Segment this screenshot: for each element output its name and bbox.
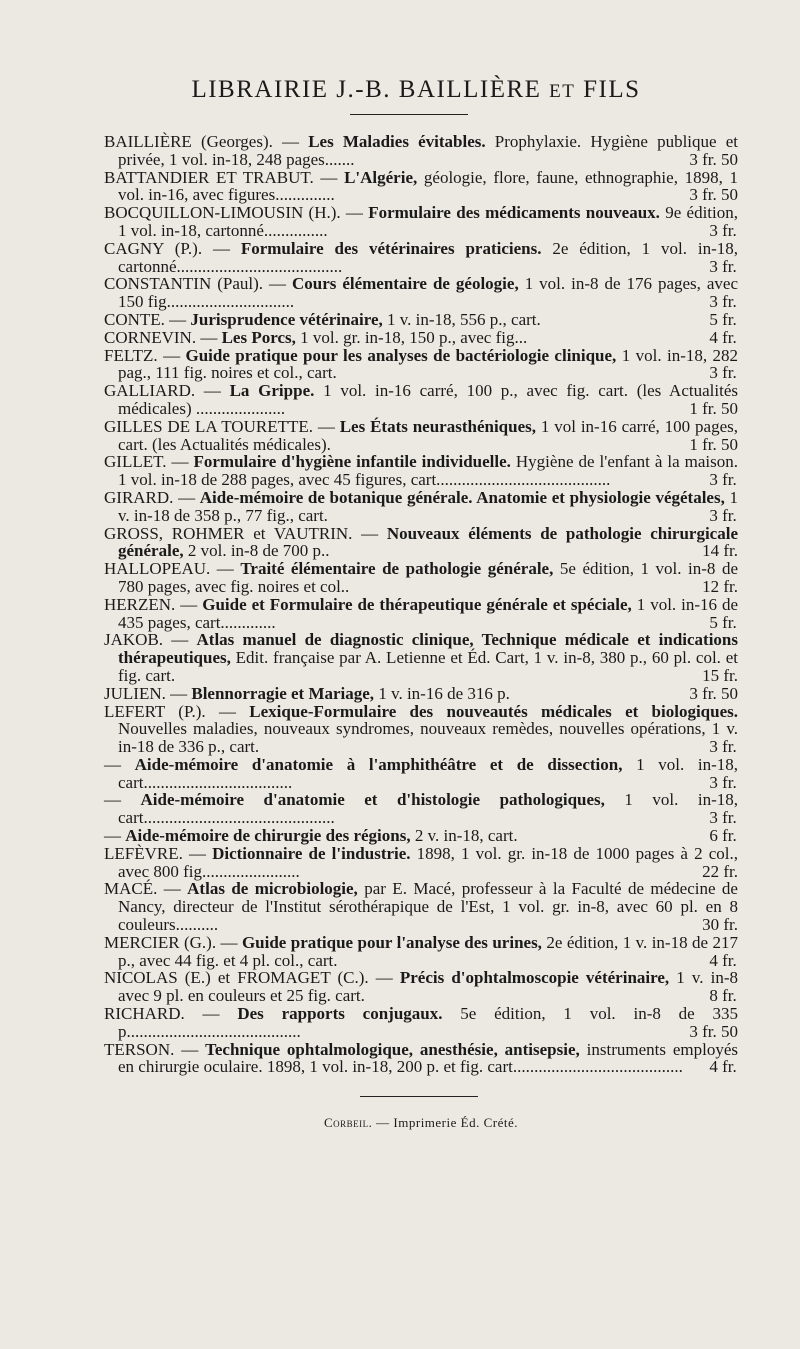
entry-price: 3 fr. xyxy=(709,363,737,383)
entry-title: Des rapports conjugaux. xyxy=(237,1004,443,1024)
catalog-entry xyxy=(104,791,738,827)
entry-author: — xyxy=(104,826,126,846)
entry-details: 9e édition, 1 vol. in-18, cartonné............... xyxy=(118,203,738,240)
imprint-text: — Imprimerie Éd. Crété. xyxy=(372,1115,518,1131)
entry-details: 1 vol. in-18, cart................................... xyxy=(118,754,739,792)
entry-title: Formulaire d'hygiène infantile individuelle. xyxy=(193,452,511,472)
header-publisher: LIBRAIRIE J.-B. BAILLIÈRE xyxy=(191,76,542,103)
entry-title: Blennorragie et Mariage, xyxy=(191,683,375,703)
entry-details: 1 v. in-8 avec 9 pl. en couleurs et 25 fig. cart. xyxy=(118,968,739,1006)
entry-author: JULIEN. — xyxy=(104,683,192,703)
catalog-entry xyxy=(104,347,738,383)
entry-title: Les États neurasthéniques, xyxy=(339,416,537,436)
entry-details: 2e édition, 1 v. in-18 de 217 p., avec 44 fig. et 4 pl. col., cart. xyxy=(118,932,738,970)
entry-price: 4 fr. xyxy=(709,1057,737,1077)
entry-details: 1 vol. in-8 de 176 pages, avec 150 fig.............................. xyxy=(118,274,739,312)
entry-author: FELTZ. — xyxy=(104,345,186,365)
entry-author: NICOLAS (E.) et FROMAGET (C.). — xyxy=(104,968,400,988)
catalog-entry xyxy=(104,453,738,489)
entry-price: 3 fr. 50 xyxy=(689,185,738,205)
entry-details: Edit. française par A. Letienne et Éd. Cart, 1 v. in-8, 380 p., 60 pl. col. et fig. cart. xyxy=(118,648,738,685)
entry-author: HERZEN. — xyxy=(104,594,203,614)
entry-details: instruments employés en chirurgie oculaire. 1898, 1 vol. in-18, 200 p. et fig. cart........................................ xyxy=(118,1039,739,1077)
entry-title: Traité élémentaire de pathologie générale, xyxy=(240,559,554,579)
entry-author: TERSON. — xyxy=(104,1039,206,1059)
catalog-entry xyxy=(104,934,738,970)
entry-price: 6 fr. xyxy=(709,826,737,846)
entry-title: Lexique-Formulaire des nouveautés médicales et biologiques. xyxy=(249,701,739,721)
catalog-entry xyxy=(104,969,738,1005)
catalog-entry xyxy=(104,845,738,881)
catalog-entry xyxy=(104,560,738,596)
imprint-place: Corbeil. xyxy=(324,1115,373,1131)
catalog-list xyxy=(104,133,738,1076)
entry-price: 3 fr. xyxy=(709,292,737,312)
entry-price: 4 fr. xyxy=(709,950,737,970)
entry-title: Formulaire des vétérinaires praticiens. xyxy=(240,238,542,258)
entry-price: 4 fr. xyxy=(709,327,737,347)
catalog-entry xyxy=(104,169,738,205)
entry-details: 1898, 1 vol. gr. in-18 de 1000 pages à 2 col., avec 800 fig....................... xyxy=(118,843,738,881)
catalog-entry xyxy=(104,631,738,684)
entry-price: 5 fr. xyxy=(709,612,737,632)
catalog-entry xyxy=(104,275,738,311)
catalog-entry xyxy=(104,240,738,276)
entry-title: Formulaire des médicaments nouveaux. xyxy=(368,203,660,223)
entry-details: Nouvelles maladies, nouveaux syndromes, nouveaux remèdes, nouvelles opérations, 1 v. in-18 de 336 p., cart. xyxy=(118,719,738,757)
entry-author: — xyxy=(104,754,135,774)
entry-author: CAGNY (P.). — xyxy=(104,238,241,258)
entry-price: 3 fr. xyxy=(709,220,737,240)
entry-title: Atlas manuel de diagnostic clinique, Technique médicale et indications thérapeutiques, xyxy=(118,630,738,668)
entry-details: Hygiène de l'enfant à la maison. 1 vol. in-18 de 288 pages, avec 45 figures, cart......................................... xyxy=(118,452,739,490)
entry-author: GROSS, ROHMER et VAUTRIN. — xyxy=(104,523,387,543)
entry-author: MACÉ. — xyxy=(104,879,188,899)
entry-price: 3 fr. xyxy=(709,256,737,276)
entry-details: Prophylaxie. Hygiène publique et privée, 1 vol. in-18, 248 pages....... xyxy=(118,132,738,169)
header-suffix: FILS xyxy=(583,76,641,103)
entry-title: Technique ophtalmologique, anesthésie, antisepsie, xyxy=(205,1039,580,1059)
catalog-entry xyxy=(104,382,738,418)
catalog-entry xyxy=(104,1005,738,1041)
entry-price: 8 fr. xyxy=(709,986,737,1006)
entry-price: 3 fr. xyxy=(709,737,737,757)
entry-title: Guide pratique pour les analyses de bactériologie clinique, xyxy=(185,345,617,365)
catalog-entry xyxy=(104,1041,738,1077)
catalog-entry xyxy=(104,204,738,240)
entry-author: CONTE. — xyxy=(104,309,191,329)
entry-title: Aide-mémoire d'anatomie à l'amphithéâtre et de dissection, xyxy=(134,754,623,774)
entry-price: 3 fr. 50 xyxy=(689,683,738,703)
entry-author: LEFÈVRE. — xyxy=(104,843,213,863)
entry-title: Nouveaux éléments de pathologie chirurgicale générale, xyxy=(118,523,738,561)
entry-author: BAILLIÈRE (Georges). — xyxy=(104,132,309,151)
entry-author: GALLIARD. — xyxy=(104,381,230,401)
entry-price: 3 fr. xyxy=(709,808,737,828)
entry-title: Cours élémentaire de géologie, xyxy=(291,274,519,294)
entry-price: 3 fr. 50 xyxy=(689,149,738,169)
entry-details: géologie, flore, faune, ethnographie, 1898, 1 vol. in-16, avec figures.............. xyxy=(118,167,738,205)
entry-title: Atlas de microbiologie, xyxy=(187,879,358,899)
entry-author: JAKOB. — xyxy=(104,630,197,650)
header-conjunction: ET xyxy=(549,81,576,102)
entry-details: 1 vol. in-16 de 435 pages, cart............. xyxy=(118,594,739,632)
entry-title: La Grippe. xyxy=(229,381,315,401)
catalog-entry xyxy=(104,525,738,561)
entry-price: 3 fr. xyxy=(709,470,737,490)
printer-imprint xyxy=(104,1115,738,1131)
entry-price: 3 fr. xyxy=(709,772,737,792)
entry-price: 15 fr. xyxy=(702,665,738,685)
entry-details: 5e édition, 1 vol. in-8 de 335 p......................................... xyxy=(118,1004,738,1041)
entry-details: par E. Macé, professeur à la Faculté de médecine de Nancy, directeur de l'Institut sérothérapique de l'Est, 1 vol. gr. in-8, avec 60 pl. en 8 couleurs.......... xyxy=(118,879,738,935)
entry-author: HALLOPEAU. — xyxy=(104,559,241,579)
catalog-entry xyxy=(104,596,738,632)
entry-price: 3 fr. 50 xyxy=(689,1021,738,1041)
catalog-entry xyxy=(104,418,738,454)
entry-details: 1 v. in-18, 556 p., cart. xyxy=(382,309,541,329)
entry-price: 22 fr. xyxy=(702,861,738,881)
entry-details: 5e édition, 1 vol. in-8 de 780 pages, avec fig. noires et col.. xyxy=(118,559,738,596)
entry-price: 1 fr. 50 xyxy=(689,398,738,418)
entry-price: 14 fr. xyxy=(702,541,738,561)
entry-details: 1 vol. in-18, cart............................................. xyxy=(118,790,738,828)
entry-details: 1 vol in-16 carré, 100 pages, cart. (les Actualités médicales). xyxy=(118,416,738,454)
entry-author: GILLET. — xyxy=(104,452,194,472)
entry-author: — xyxy=(104,790,141,810)
catalog-entry xyxy=(104,311,738,329)
entry-title: L'Algérie, xyxy=(344,167,418,187)
entry-author: BATTANDIER ET TRABUT. — xyxy=(104,167,345,187)
entry-author: RICHARD. — xyxy=(104,1004,238,1024)
entry-title: Guide pratique pour l'analyse des urines, xyxy=(241,932,542,952)
entry-title: Précis d'ophtalmoscopie vétérinaire, xyxy=(399,968,670,988)
entry-author: MERCIER (G.). — xyxy=(104,932,242,952)
entry-title: Aide-mémoire de botanique générale. Anatomie et physiologie végétales, xyxy=(199,487,725,507)
entry-details: 1 v. in-16 de 316 p. xyxy=(374,683,510,703)
entry-details: 2e édition, 1 vol. in-18, cartonné....................................... xyxy=(118,238,738,276)
entry-author: BOCQUILLON-LIMOUSIN (H.). — xyxy=(104,203,369,223)
catalog-entry xyxy=(104,756,738,792)
entry-title: Aide-mémoire de chirurgie des régions, xyxy=(125,826,411,846)
entry-price: 30 fr. xyxy=(702,915,738,935)
catalog-entry xyxy=(104,329,738,347)
entry-author: CORNEVIN. — xyxy=(104,327,222,347)
entry-author: GILLES DE LA TOURETTE. — xyxy=(104,416,340,436)
entry-title: Les Maladies évitables. xyxy=(308,132,486,151)
catalog-entry xyxy=(104,685,738,703)
entry-title: Guide et Formulaire de thérapeutique générale et spéciale, xyxy=(202,594,632,614)
entry-author: CONSTANTIN (Paul). — xyxy=(104,274,292,294)
entry-details: 1 vol. gr. in-18, 150 p., avec fig... xyxy=(295,327,528,347)
entry-details: 2 vol. in-8 de 700 p.. xyxy=(183,541,330,561)
entry-price: 1 fr. 50 xyxy=(689,434,738,454)
catalog-entry xyxy=(104,827,738,845)
entry-details: 1 v. in-18 de 358 p., 77 fig., cart. xyxy=(118,487,739,525)
entry-author: LEFERT (P.). — xyxy=(104,701,250,721)
entry-title: Aide-mémoire d'anatomie et d'histologie pathologiques, xyxy=(140,790,605,810)
entry-price: 3 fr. xyxy=(709,505,737,525)
header-rule xyxy=(350,114,468,115)
entry-details: 1 vol. in-16 carré, 100 p., avec fig. cart. (les Actualités médicales) ..................... xyxy=(118,381,738,418)
entry-title: Les Porcs, xyxy=(221,327,296,347)
entry-price: 5 fr. xyxy=(709,309,737,329)
catalog-entry xyxy=(104,489,738,525)
entry-author: GIRARD. — xyxy=(104,487,200,507)
footer-rule xyxy=(360,1096,478,1097)
entry-details: 1 vol. in-18, 282 pag., 111 fig. noires et col., cart. xyxy=(118,345,738,383)
catalog-entry xyxy=(104,703,738,756)
page-header xyxy=(104,76,738,104)
entry-title: Dictionnaire de l'industrie. xyxy=(212,843,411,863)
catalog-entry xyxy=(104,133,738,169)
catalog-entry xyxy=(104,880,738,933)
entry-details: 2 v. in-18, cart. xyxy=(410,826,518,846)
entry-price: 12 fr. xyxy=(702,576,738,596)
entry-title: Jurisprudence vétérinaire, xyxy=(190,309,383,329)
